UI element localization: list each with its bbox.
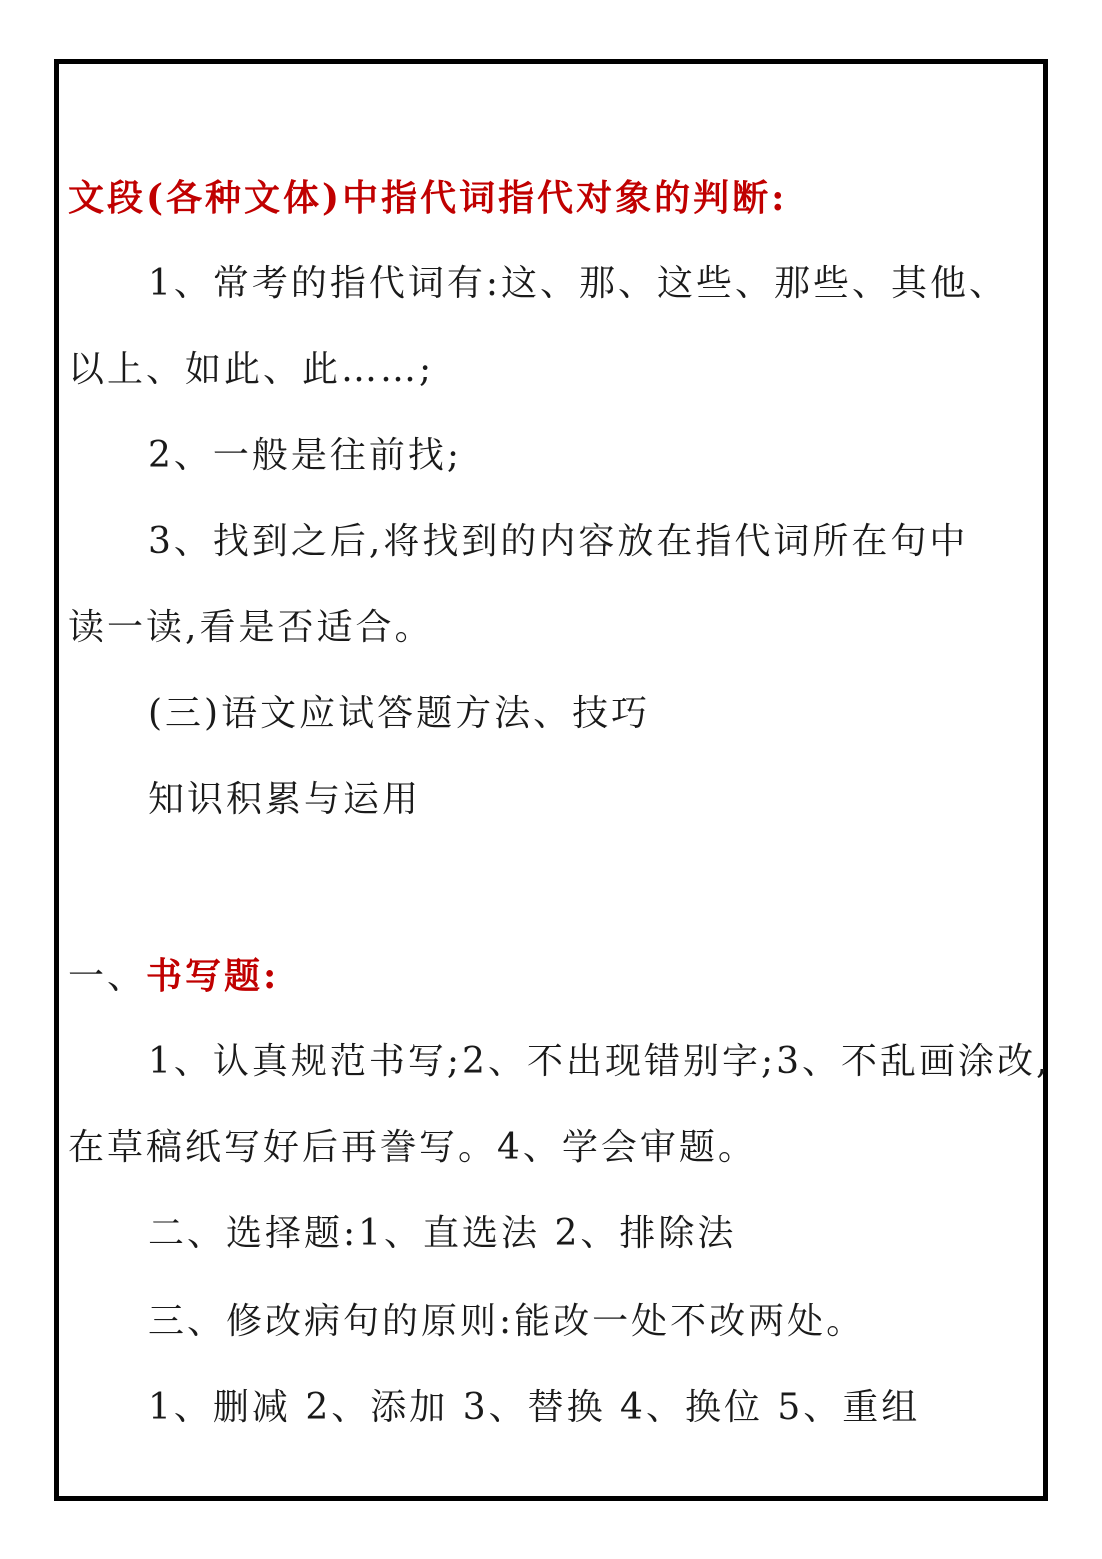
part3-sentence-correction: 三、修改病句的原则:能改一处不改两处。 <box>148 1301 866 1342</box>
part1-line-2: 在草稿纸写好后再誊写。4、学会审题。 <box>68 1127 757 1168</box>
list-item-3-line-1: 3、找到之后,将找到的内容放在指代词所在句中 <box>148 521 969 562</box>
section-heading: 文段(各种文体)中指代词指代对象的判断: <box>68 177 788 219</box>
subtopic: 知识积累与运用 <box>148 779 422 820</box>
list-item-2: 2、一般是往前找; <box>148 435 463 476</box>
part1-title: 书写题: <box>146 955 280 997</box>
part3-methods: 1、删减 2、添加 3、替换 4、换位 5、重组 <box>148 1387 921 1428</box>
list-item-3-line-2: 读一读,看是否适合。 <box>68 607 434 648</box>
part1-heading <box>68 954 279 999</box>
list-item-1-line-2: 以上、如此、此……; <box>68 349 435 390</box>
subheading: (三)语文应试答题方法、技巧 <box>148 693 651 734</box>
list-item-1-line-1: 1、常考的指代词有:这、那、这些、那些、其他、 <box>148 263 1009 304</box>
part2-choice-questions: 二、选择题:1、直选法 2、排除法 <box>148 1213 737 1254</box>
part1-prefix: 一、 <box>68 956 147 997</box>
part1-line-1: 1、认真规范书写;2、不出现错别字;3、不乱画涂改, <box>148 1041 1051 1082</box>
